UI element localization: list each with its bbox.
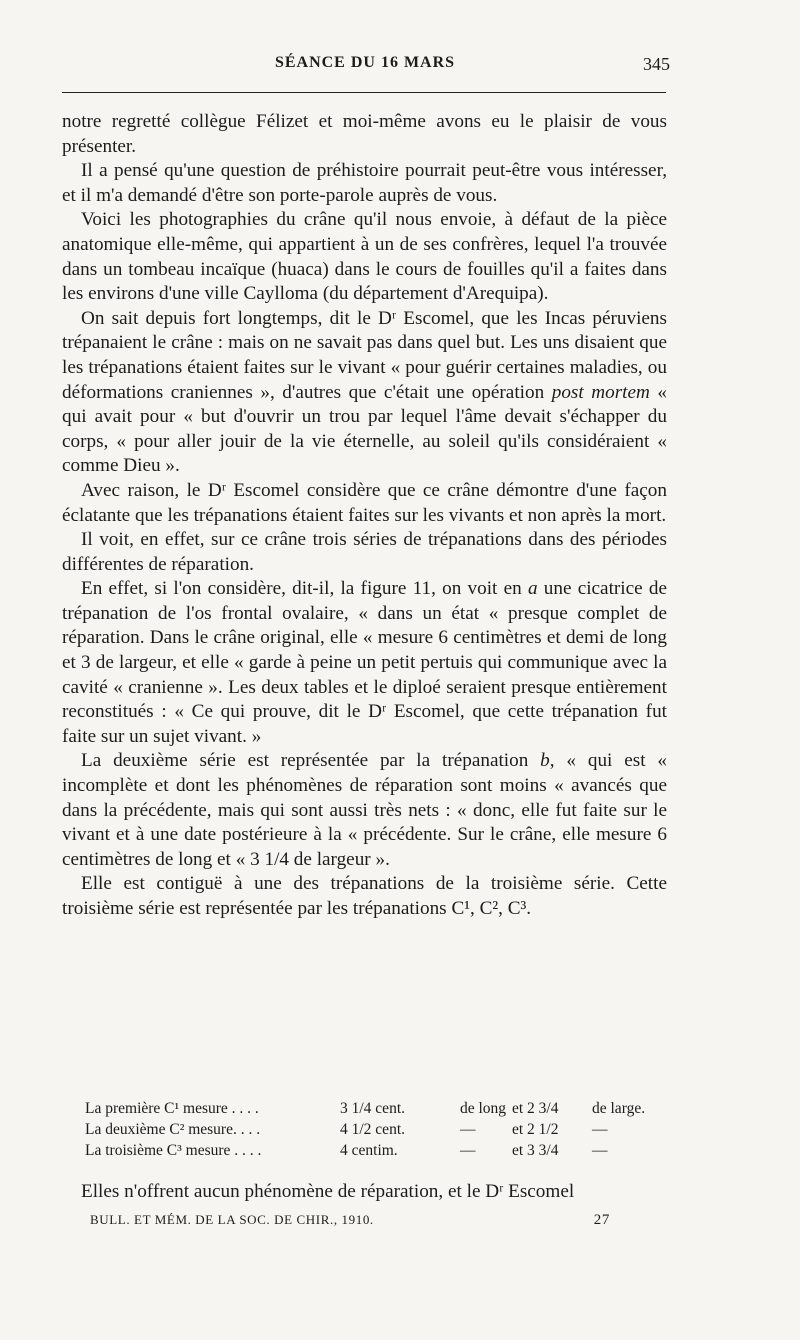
paragraph-3: Voici les photographies du crâne qu'il nous envoie, à défaut de la pièce anatomique elle-même, qui appartient à un de ses confrères, lequel l'a trouvée dans un tombeau incaïque (huaca) dans le cours de fouilles qu'il a faites dans les environs d'une ville Caylloma (du département d'Arequipa). (62, 209, 667, 305)
paragraph-9: Elle est contiguë à une des trépanations de la troisième série. Cette troisième série est représentée par les trépanations C¹, C², C³. (62, 873, 667, 919)
page-footer (90, 1212, 610, 1234)
paragraph-8-text-b: , « qui est « incomplète et dont les phénomènes de réparation sont moins « avancés que dans la précédente, mais qui sont aussi très nets : « donc, elle fut faite sur le vivant et à une date postérieure à la « précédente. Sur le crâne, elle mesure 6 centimètres de long et « 3 1/4 de largeur ». (62, 750, 667, 870)
table-row (85, 1140, 645, 1161)
paragraph-1: notre regretté collègue Félizet et moi-même avons eu le plaisir de vous présenter. (62, 111, 667, 157)
measure-width: et 2 3/4 (512, 1099, 559, 1117)
paragraph-7-emphasis: a (527, 578, 538, 600)
paragraph-4-emphasis: post mortem (551, 381, 650, 403)
measure-size: 3 1/4 cent. (340, 1099, 405, 1117)
measure-sep: — (460, 1120, 476, 1138)
measure-size: 4 1/2 cent. (340, 1120, 405, 1138)
footer-journal: BULL. ET MÉM. DE LA SOC. DE CHIR., 1910. (90, 1212, 374, 1227)
measure-size: 4 centim. (340, 1141, 398, 1159)
measure-label: La troisième C³ mesure . . . . (85, 1141, 262, 1159)
running-head (60, 54, 670, 78)
measure-sep: — (460, 1141, 476, 1159)
page-number: 345 (643, 54, 670, 74)
paragraph-7 (62, 577, 667, 749)
measure-end: — (592, 1141, 608, 1159)
measure-end: — (592, 1120, 608, 1138)
measure-sep: de long (460, 1099, 507, 1117)
paragraph-5: Avec raison, le Dʳ Escomel considère que ce crâne démontre d'une façon éclatante que les trépanations étaient faites sur les vivants et non après la mort. (62, 479, 667, 526)
paragraph-8-emphasis: b (540, 750, 550, 772)
header-rule (62, 92, 666, 93)
measure-end: de large. (592, 1099, 646, 1117)
final-line: Elles n'offrent aucun phénomène de réparation, et le Dʳ Escomel (81, 1181, 575, 1202)
measure-width: et 3 3/4 (512, 1141, 559, 1159)
body-text (62, 110, 667, 922)
paragraph-4 (62, 307, 667, 479)
table-row (85, 1098, 645, 1119)
measurement-table (85, 1098, 645, 1161)
paragraph-7-text-b: une cicatrice de trépanation de l'os frontal ovalaire, « dans un état « presque complet de réparation. Dans le crâne original, elle « mesure 6 centimètres et demi de long et 3 de largeur, et elle « garde à peine un petit pertuis qui communique avec la cavité « cranienne ». Les deux tables et le diploé seraient presque entièrement reconstitués : « Ce qui prouve, dit le Dʳ Escomel, que cette trépanation fut faite sur un sujet vivant. » (62, 578, 667, 747)
running-head-title: SÉANCE DU 16 MARS (274, 54, 456, 71)
table-row (85, 1119, 645, 1140)
paragraph-4-text-b: « qui avait pour « but d'ouvrir un trou par lequel l'âme devait s'échapper du corps, « pour aller jouir de la vie éternelle, au soleil qu'ils considéraient « comme Dieu ». (62, 381, 668, 477)
paragraph-8-text-a: La deuxième série est représentée par la trépanation (81, 750, 541, 772)
measure-width: et 2 1/2 (512, 1120, 559, 1138)
paragraph-8 (62, 749, 667, 872)
paragraph-4-text-a: On sait depuis fort longtemps, dit le Dʳ Escomel, que les Incas péruviens trépanaient le crâne : mais on ne savait pas dans quel but. Les uns disaient que les trépanations étaient faites sur le vivant « pour guérir certaines maladies, ou déformations craniennes », d'autres que c'était une opération (62, 307, 667, 403)
paragraph-6: Il voit, en effet, sur ce crâne trois séries de trépanations dans des périodes différentes de réparation. (62, 529, 667, 575)
measure-label: La première C¹ mesure . . . . (85, 1099, 259, 1117)
footer-signature: 27 (593, 1212, 610, 1228)
paragraph-2: Il a pensé qu'une question de préhistoire pourrait peut-être vous intéresser, et il m'a demandé d'être son porte-parole auprès de vous. (62, 160, 667, 206)
measure-label: La deuxième C² mesure. . . . (85, 1120, 261, 1138)
paragraph-7-text-a: En effet, si l'on considère, dit-il, la figure 11, on voit en (81, 578, 528, 600)
